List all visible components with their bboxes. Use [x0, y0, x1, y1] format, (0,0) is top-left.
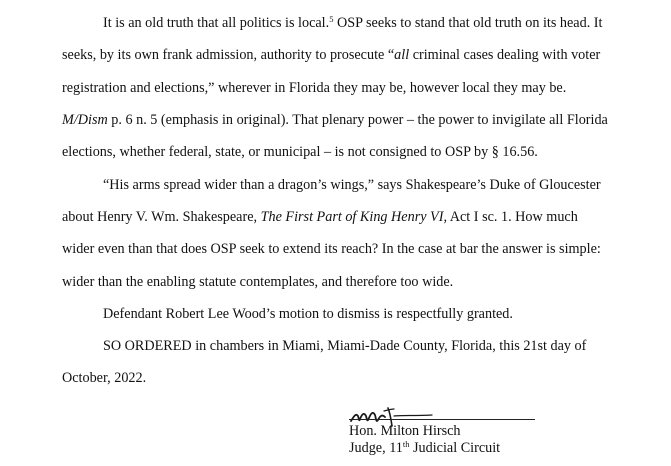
paragraph-1-line-1: It is an old truth that all politics is local.$^5$ OSP seeks to stand that old truth on its head. It: [103, 14, 603, 31]
paragraph-4-line-1: SO ORDERED in chambers in Miami, Miami-Dade County, Florida, this 21st day of: [103, 338, 587, 354]
paragraph-1-line-5: elections, whether federal, state, or municipal – is not consigned to OSP by § 16.56.: [62, 144, 538, 160]
paragraph-2-line-2: about Henry V. Wm. Shakespeare, The First Part of King Henry VI, Act I sc. 1. How much: [62, 209, 578, 225]
paragraph-1-line-3: registration and elections,” wherever in Florida they may be, however local they may be.: [62, 80, 567, 96]
paragraph-4-line-2: October, 2022.: [62, 370, 147, 386]
paragraph-1-line-2: seeks, by its own frank admission, authority to prosecute “all criminal cases dealing with voter: [62, 47, 601, 63]
work-title: The First Part of King Henry VI: [260, 209, 444, 225]
paragraph-2-line-4: wider than the enabling statute contemplates, and therefore too wide.: [62, 274, 454, 290]
signature-line: [349, 419, 535, 420]
citation-short-name: M/Dism: [62, 112, 108, 128]
paragraph-2-line-1: “His arms spread wider than a dragon’s wings,” says Shakespeare’s Duke of Gloucester: [103, 177, 601, 193]
paragraph-1-line-4: M/Dism p. 6 n. 5 (emphasis in original). That plenary power – the power to invigilate all Florida: [62, 112, 608, 128]
judge-title: Judge, 11th Judicial Circuit: [349, 439, 501, 456]
paragraph-2-line-3: wider even than that does OSP seek to extend its reach? In the case at bar the answer is simple:: [62, 241, 601, 257]
footnote-marker: 5: [329, 14, 334, 24]
judge-name: Hon. Milton Hirsch: [349, 423, 461, 439]
paragraph-3: Defendant Robert Lee Wood’s motion to dismiss is respectfully granted.: [103, 306, 513, 322]
